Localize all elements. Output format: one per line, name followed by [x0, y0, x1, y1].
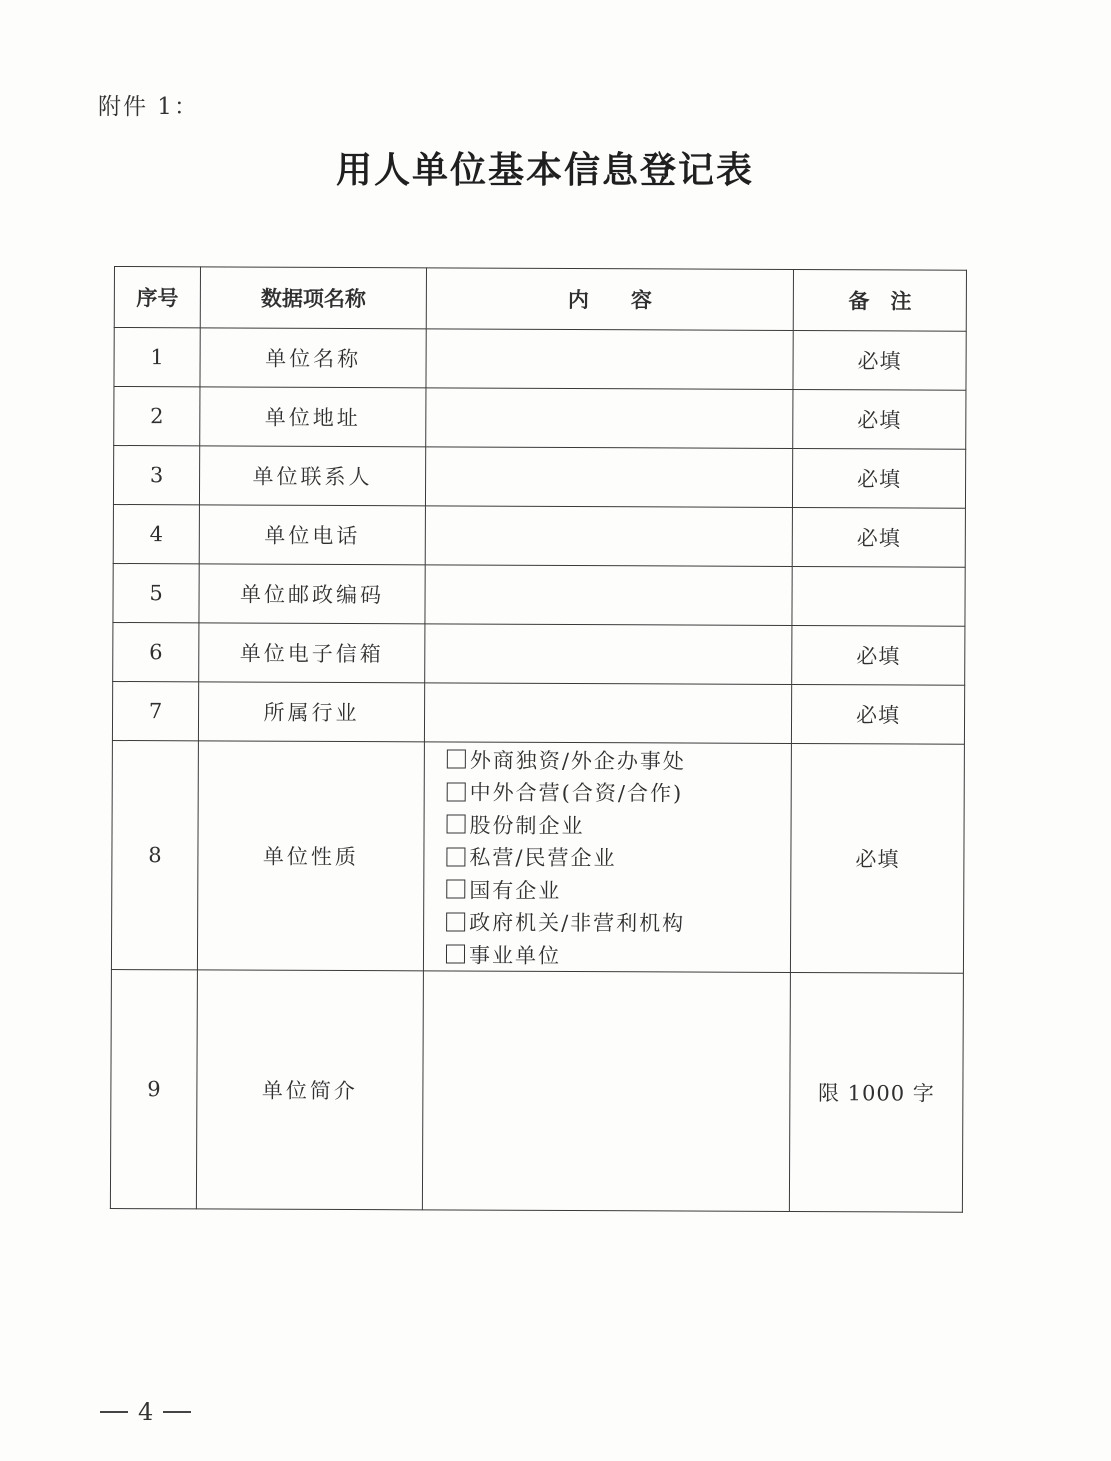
unit-nature-options: [423, 742, 791, 973]
row-no: 1: [114, 328, 200, 387]
row-no: 5: [113, 563, 199, 622]
dash-right: [163, 1411, 191, 1413]
option-label: 私营/民营企业: [469, 845, 617, 871]
header-name: 数据项名称: [200, 267, 426, 329]
row-remark: 必填: [791, 684, 964, 744]
registration-table: [110, 266, 967, 1213]
row-remark: 必填: [792, 507, 965, 567]
option-government-nonprofit[interactable]: [446, 905, 790, 939]
option-label: 事业单位: [468, 943, 562, 968]
table-row: [113, 563, 965, 626]
header-row: [114, 267, 966, 332]
row-content-field[interactable]: [425, 506, 792, 567]
option-state-owned[interactable]: [446, 873, 790, 907]
row-content-field[interactable]: [424, 683, 791, 744]
row-name: 单位性质: [197, 741, 424, 971]
row-remark: 必填: [792, 448, 965, 508]
option-label: 中外合营(合资/合作): [469, 780, 684, 806]
header-remark: 备 注: [793, 269, 966, 331]
row-no: 6: [113, 622, 199, 681]
dash-left: [100, 1411, 128, 1413]
row-remark: 必填: [793, 330, 966, 390]
checkbox[interactable]: [447, 782, 466, 801]
row-name: 所属行业: [198, 682, 424, 742]
header-no: 序号: [114, 267, 200, 328]
option-joint-venture[interactable]: [447, 775, 791, 809]
option-label: 国有企业: [469, 878, 562, 903]
row-remark: 限 1000 字: [789, 972, 963, 1212]
row-no: 4: [113, 504, 199, 563]
table-row: [113, 622, 965, 685]
row-remark: 必填: [793, 389, 966, 449]
checkbox[interactable]: [447, 749, 466, 768]
page-number-value: 4: [138, 1398, 154, 1426]
table-row: [113, 446, 965, 509]
row-content-field[interactable]: [425, 447, 792, 508]
row-remark: 必填: [790, 743, 964, 973]
row-content-field[interactable]: [426, 388, 793, 449]
row-no: 8: [111, 740, 198, 969]
table-row: [113, 504, 965, 567]
option-private[interactable]: [446, 840, 790, 874]
option-label: 外商独资/外企办事处: [469, 748, 686, 774]
table-row-unit-intro: [110, 969, 963, 1212]
form-title: 用人单位基本信息登记表: [335, 150, 754, 191]
option-foreign-owned[interactable]: [447, 743, 791, 777]
page-number: [90, 1398, 201, 1426]
checkbox[interactable]: [446, 912, 465, 931]
row-name: 单位电子信箱: [199, 623, 425, 683]
row-name: 单位联系人: [199, 446, 425, 506]
unit-intro-field[interactable]: [422, 971, 790, 1212]
checkbox[interactable]: [446, 879, 465, 898]
option-joint-stock[interactable]: [446, 808, 790, 842]
option-label: 股份制企业: [469, 813, 585, 838]
header-content: 内 容: [426, 268, 793, 331]
checkbox[interactable]: [446, 847, 465, 866]
row-name: 单位地址: [200, 387, 426, 447]
row-no: 7: [112, 681, 198, 740]
table-row-unit-nature: [111, 740, 964, 973]
attachment-label: 附件 1：: [98, 94, 199, 120]
row-remark: [792, 566, 965, 626]
row-name: 单位邮政编码: [199, 564, 425, 624]
checkbox[interactable]: [446, 944, 465, 963]
option-public-institution[interactable]: [446, 938, 790, 972]
row-no: 2: [114, 387, 200, 446]
table-row: [114, 328, 966, 391]
option-label: 政府机关/非营利机构: [469, 910, 686, 936]
row-content-field[interactable]: [426, 329, 793, 390]
checkbox[interactable]: [447, 814, 466, 833]
row-content-field[interactable]: [425, 565, 792, 626]
row-no: 3: [113, 446, 199, 505]
row-no: 9: [110, 969, 197, 1208]
row-remark: 必填: [792, 625, 965, 685]
table-row: [112, 681, 964, 744]
table-row: [114, 387, 966, 450]
row-name: 单位名称: [200, 328, 426, 388]
row-name: 单位简介: [196, 970, 423, 1210]
row-content-field[interactable]: [425, 624, 792, 685]
row-name: 单位电话: [199, 505, 425, 565]
